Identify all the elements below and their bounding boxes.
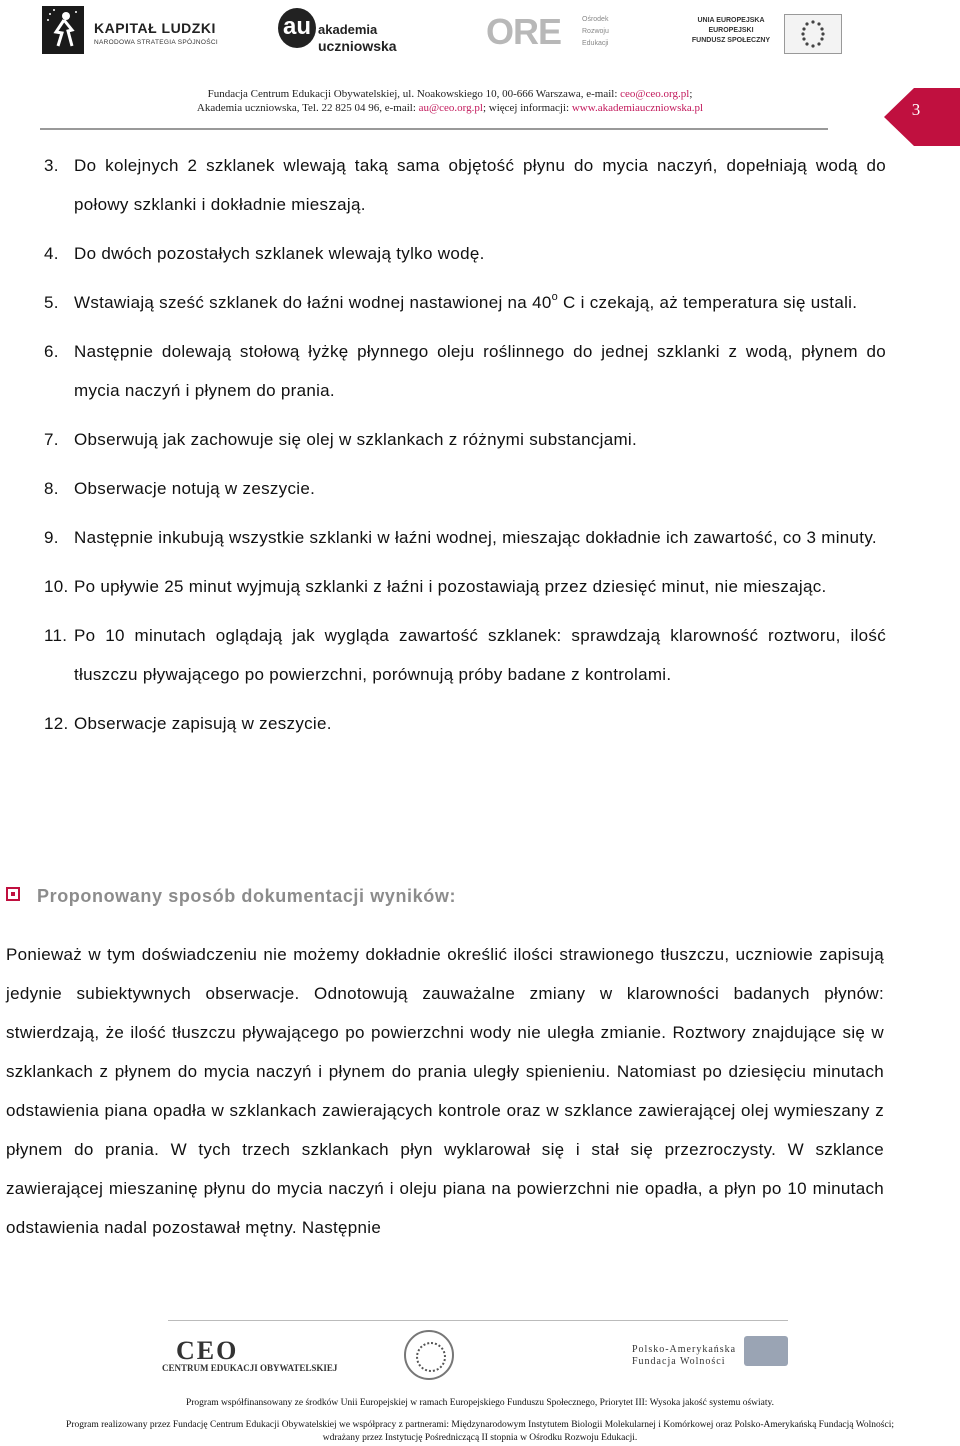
- step-text: Następnie inkubują wszystkie szklanki w łaźni wodnej, mieszając dokładnie ich zawartość, co 3 minuty.: [74, 528, 877, 547]
- step-text: Następnie dolewają stołową łyżkę płynnego oleju roślinnego do jednej szklanki z wodą, płynem do mycia naczyń i płynem do prania.: [74, 342, 886, 400]
- step-number: 5.: [44, 293, 59, 312]
- list-item: [0, 146, 886, 224]
- step-text: Po 10 minutach oglądają jak wygląda zawartość szklanek: sprawdzają klarowność roztworu, ilość tłuszczu pływającego po powierzchni, porównują próby badane z kontrolami.: [74, 626, 886, 684]
- ore-sub1: Ośrodek: [582, 16, 609, 23]
- footer-implementation-line: wdrażany przez Instytucję Pośredniczącą II stopnia w Ośrodku Rozwoju Edukacji.: [322, 1433, 638, 1443]
- paf-line1: Polsko-Amerykańska: [632, 1344, 737, 1355]
- header-address-line: [0, 88, 900, 100]
- step-number: 8.: [44, 479, 59, 498]
- ceo-subtitle: CENTRUM EDUKACJI OBYWATELSKIEJ: [162, 1363, 338, 1373]
- header-line2-prefix: Akademia uczniowska, Tel. 22 825 04 96, e-mail:: [196, 102, 419, 114]
- procedure-steps: [0, 146, 960, 753]
- step-number: 12.: [44, 714, 69, 733]
- step-number: 9.: [44, 528, 59, 547]
- unia-europejska-logo: [680, 12, 840, 56]
- step-number: 11.: [44, 626, 68, 645]
- kapital-ludzki-icon: [42, 6, 84, 54]
- akademia-uczniowska-logo: [278, 8, 408, 58]
- square-bullet-icon: [6, 887, 20, 901]
- header-line2-middle: ; więcej informacji:: [482, 102, 572, 114]
- au-icon: au: [278, 8, 316, 48]
- ore-logo: [486, 12, 626, 56]
- header-logos: [0, 0, 960, 66]
- kapital-ludzki-subtitle: NARODOWA STRATEGIA SPÓJNOŚCI: [94, 39, 218, 46]
- step-number: 4.: [44, 244, 59, 263]
- institute-seal-icon: [404, 1330, 454, 1380]
- ue-line3: FUNDUSZ SPOŁECZNY: [691, 37, 771, 44]
- step-text: Do kolejnych 2 szklanek wlewają taką sama objętość płynu do mycia naczyń, dopełniają wodą do połowy szklanki i dokładnie mieszają.: [74, 156, 886, 214]
- list-item: [0, 567, 886, 606]
- step-text: Obserwacje zapisują w zeszycie.: [74, 714, 332, 733]
- ue-line1: UNIA EUROPEJSKA: [697, 17, 765, 24]
- step-number: 10.: [44, 577, 69, 596]
- step-text: Po upływie 25 minut wyjmują szklanki z łaźni i pozostawiają przez dziesięć minut, nie mieszając.: [74, 577, 827, 596]
- ue-text: [680, 16, 782, 46]
- page-number: 3: [911, 100, 921, 119]
- kapital-ludzki-title: KAPITAŁ LUDZKI: [94, 20, 216, 36]
- eu-flag-icon: [784, 14, 842, 54]
- degree-superscript: o: [551, 291, 559, 303]
- section-title: Proponowany sposób dokumentacji wyników:: [37, 886, 457, 906]
- ceo-email-link[interactable]: ceo@ceo.org.pl: [620, 88, 690, 100]
- list-item: [0, 469, 886, 508]
- paf-line2: Fundacja Wolności: [632, 1356, 726, 1367]
- list-item: [0, 283, 886, 322]
- step-number: 3.: [44, 156, 59, 175]
- au-email-link[interactable]: au@ceo.org.pl: [418, 102, 483, 114]
- ceo-word: CEO: [176, 1336, 239, 1365]
- au-line1: akademia: [318, 22, 378, 37]
- paf-flag-icon: [744, 1336, 788, 1366]
- list-item: [0, 234, 886, 273]
- ue-line2: EUROPEJSKI: [708, 27, 754, 34]
- website-link[interactable]: www.akademiauczniowska.pl: [571, 102, 704, 114]
- paf-logo-text: [632, 1344, 736, 1368]
- step-text: Obserwują jak zachowuje się olej w szklankach z różnymi substancjami.: [74, 430, 638, 449]
- au-line2: uczniowska: [318, 38, 397, 54]
- list-item: [0, 518, 886, 557]
- footer-divider: [168, 1320, 788, 1321]
- list-item: [0, 420, 886, 459]
- header-line1-prefix: Fundacja Centrum Edukacji Obywatelskiej, ul. Noakowskiego 10, 00-666 Warszawa, e-mail:: [207, 88, 621, 100]
- ceo-logo: [162, 1336, 338, 1376]
- header-line1-suffix: ;: [689, 88, 693, 100]
- step-text: Wstawiają sześć szklanek do łaźni wodnej nastawionej na 40: [74, 293, 552, 312]
- step-number: 6.: [44, 342, 59, 361]
- ore-word: ORE: [486, 11, 562, 52]
- step-text-continued: C i czekają, aż temperatura się ustali.: [558, 293, 858, 312]
- header-contact-line: [0, 102, 900, 114]
- ore-sub2: Rozwoju: [582, 28, 609, 35]
- list-item: [0, 332, 886, 410]
- list-item: [0, 616, 886, 694]
- kapital-ludzki-logo: [42, 6, 232, 56]
- footer-funding-line: Program współfinansowany ze środków Unii Europejskiej w ramach Europejskiego Funduszu Społecznego, Priorytet III: Wysoka jakość systemu oświaty.: [185, 1398, 775, 1408]
- ore-sub3: Edukacji: [582, 40, 609, 47]
- step-text: Obserwacje notują w zeszycie.: [74, 479, 316, 498]
- results-paragraph: Ponieważ w tym doświadczeniu nie możemy dokładnie określić ilości strawionego tłuszczu, uczniowie zapisują jedynie subiektywnych obserwacje. Odnotowują zauważalne zmiany w klarowności badanych płynów: stwierdzają, że ilość tłuszczu pływającego po powierzchni wody nie uległa zmianie. Roztwory znajdujące się w szklankach z płynem do mycia naczyń i płynem do prania uległy spienieniu. Natomiast po dziesięciu minutach odstawienia piana opadła w szklankach zawierających kontrole oraz w szklance zawierającej olej wymieszany z płynem do prania. W tych trzech szklankach płyn wyklarował się i stał się przezroczysty. W szklance zawierającej mieszaninę płynu do mycia naczyń i oleju piana na powierzchni nie opadła, a płyn po 10 minutach odstawienia nadal pozostawał mętny. Następnie: [6, 945, 884, 1237]
- list-item: [0, 704, 886, 743]
- footer-partners-line: Program realizowany przez Fundację Centrum Edukacji Obywatelskiej we współpracy z partnerami: Międzynarodowym Instytutem Biologii Molekularnej i Komórkowej oraz Polsko-Amerykańską Fundacją Wolności;: [66, 1420, 894, 1430]
- header-divider: [40, 128, 828, 130]
- step-text: Do dwóch pozostałych szklanek wlewają tylko wodę.: [74, 244, 485, 263]
- step-number: 7.: [44, 430, 59, 449]
